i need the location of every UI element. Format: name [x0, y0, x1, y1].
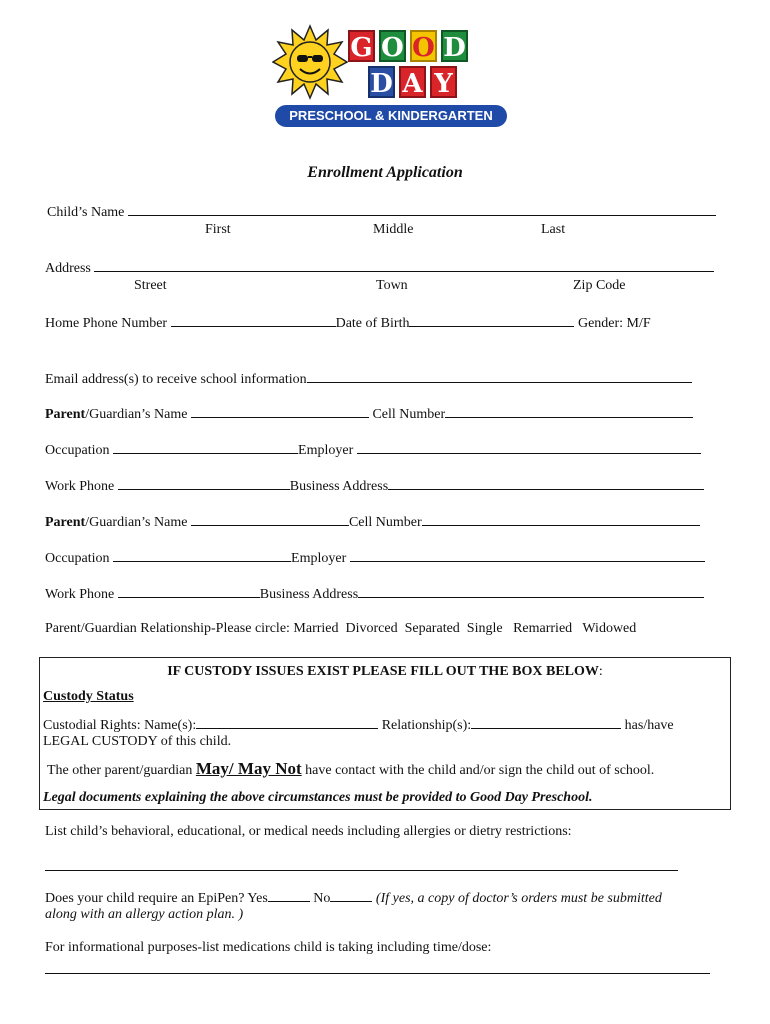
parent1-name-row: [45, 405, 693, 423]
parent2-work-phone-label: Work Phone: [45, 587, 115, 602]
logo-letter-g: G: [348, 30, 375, 62]
child-name-first-label: First: [205, 222, 231, 237]
logo-letter-o2: O: [410, 30, 437, 62]
child-name-row: [47, 203, 716, 221]
parent1-cell-label: Cell Number: [372, 407, 446, 422]
epipen-no-label: No: [313, 891, 331, 906]
address-field[interactable]: [94, 259, 714, 272]
address-zip-label: Zip Code: [573, 278, 626, 293]
may-may-not-option[interactable]: May/ May Not: [195, 759, 302, 778]
logo-tagline: PRESCHOOL & KINDERGARTEN: [275, 105, 507, 127]
logo-letter-o1: O: [379, 30, 406, 62]
other-parent-text: The other parent/guardian: [47, 763, 193, 778]
email-row: [45, 370, 692, 388]
parent2-label: /Guardian’s Name: [85, 515, 188, 530]
parent1-label-bold: Parent: [45, 407, 86, 422]
address-label: Address: [45, 261, 91, 276]
parent1-business-address-field[interactable]: [388, 477, 704, 490]
parent2-work-row: [45, 585, 704, 603]
home-phone-field[interactable]: [171, 314, 336, 327]
parent1-employer-label: Employer: [298, 443, 354, 458]
logo-letter-d: D: [441, 30, 468, 62]
custody-heading-colon: :: [598, 664, 603, 679]
parent1-work-phone-label: Work Phone: [45, 479, 115, 494]
parent2-employer-field[interactable]: [350, 549, 705, 562]
parent1-occupation-row: [45, 441, 701, 459]
custodial-rights-label: Custodial Rights: Name(s):: [43, 718, 197, 733]
epipen-question: Does your child require an EpiPen? Yes: [45, 891, 268, 906]
parent1-label: /Guardian’s Name: [85, 407, 188, 422]
custodial-rights-row: [43, 716, 674, 734]
phone-dob-row: [45, 314, 651, 332]
child-name-field[interactable]: [128, 203, 716, 216]
parent2-occupation-label: Occupation: [45, 551, 110, 566]
child-name-label: Child’s Name: [47, 205, 125, 220]
logo-letter-d2: D: [368, 66, 395, 98]
sun-icon: [272, 24, 348, 100]
epipen-no-field[interactable]: [330, 889, 372, 902]
parent2-name-field[interactable]: [191, 513, 349, 526]
home-phone-label: Home Phone Number: [45, 316, 168, 331]
parent2-cell-field[interactable]: [422, 513, 700, 526]
email-label: Email address(s) to receive school information: [45, 372, 307, 387]
parent2-business-address-field[interactable]: [358, 585, 704, 598]
medications-label: For informational purposes-list medications child is taking including time/dose:: [45, 940, 492, 955]
parent2-occupation-row: [45, 549, 705, 567]
address-town-label: Town: [376, 278, 408, 293]
parent2-occupation-field[interactable]: [113, 549, 291, 562]
contact-rest-text: have contact with the child and/or sign the child out of school.: [305, 763, 655, 778]
parent1-work-phone-field[interactable]: [118, 477, 290, 490]
custodial-names-field[interactable]: [196, 716, 378, 729]
gender-label: Gender: M/F: [577, 316, 651, 331]
parent2-business-address-label: Business Address: [259, 587, 359, 602]
form-title: Enrollment Application: [307, 164, 463, 181]
needs-label: List child’s behavioral, educational, or medical needs including allergies or dietry restrictions:: [45, 824, 572, 839]
email-field[interactable]: [307, 370, 692, 383]
custody-relationship-label: Relationship(s):: [381, 718, 472, 733]
logo-letter-a: A: [399, 66, 426, 98]
dob-label: Date of Birth: [335, 316, 410, 331]
parent2-work-phone-field[interactable]: [118, 585, 260, 598]
custody-heading-text: IF CUSTODY ISSUES EXIST PLEASE FILL OUT THE BOX BELOW: [167, 664, 599, 679]
epipen-note-line1: (If yes, a copy of doctor’s orders must be submitted: [375, 891, 662, 906]
medications-field[interactable]: [45, 961, 710, 974]
child-name-last-label: Last: [541, 222, 566, 237]
parent2-name-row: [45, 513, 700, 531]
address-street-label: Street: [134, 278, 167, 293]
parent2-employer-label: Employer: [291, 551, 347, 566]
legal-docs-notice: Legal documents explaining the above circumstances must be provided to Good Day Preschool.: [43, 790, 593, 805]
custody-heading: [40, 664, 730, 680]
custody-box: [39, 657, 731, 810]
relationship-status-line: Parent/Guardian Relationship-Please circle: Married Divorced Separated Single Remarried Widowed: [45, 621, 637, 636]
epipen-row: [45, 889, 662, 907]
child-name-middle-label: Middle: [373, 222, 414, 237]
has-have-text: has/have: [624, 718, 674, 733]
other-parent-row: [47, 759, 654, 779]
parent1-business-address-label: Business Address: [289, 479, 389, 494]
parent1-occupation-label: Occupation: [45, 443, 110, 458]
parent2-cell-label: Cell Number: [348, 515, 422, 530]
parent1-occupation-field[interactable]: [113, 441, 298, 454]
custody-relationship-field[interactable]: [471, 716, 621, 729]
custody-status-label: Custody Status: [43, 689, 134, 704]
school-logo: [272, 22, 512, 130]
parent1-work-row: [45, 477, 704, 495]
parent2-label-bold: Parent: [45, 515, 86, 530]
address-row: [45, 259, 714, 277]
dob-field[interactable]: [409, 314, 574, 327]
needs-field[interactable]: [45, 858, 678, 871]
epipen-yes-field[interactable]: [268, 889, 310, 902]
parent1-employer-field[interactable]: [357, 441, 701, 454]
epipen-note-line2: along with an allergy action plan. ): [45, 907, 244, 922]
logo-letter-y: Y: [430, 66, 457, 98]
parent1-cell-field[interactable]: [445, 405, 693, 418]
legal-custody-text: LEGAL CUSTODY of this child.: [43, 734, 232, 749]
parent1-name-field[interactable]: [191, 405, 369, 418]
